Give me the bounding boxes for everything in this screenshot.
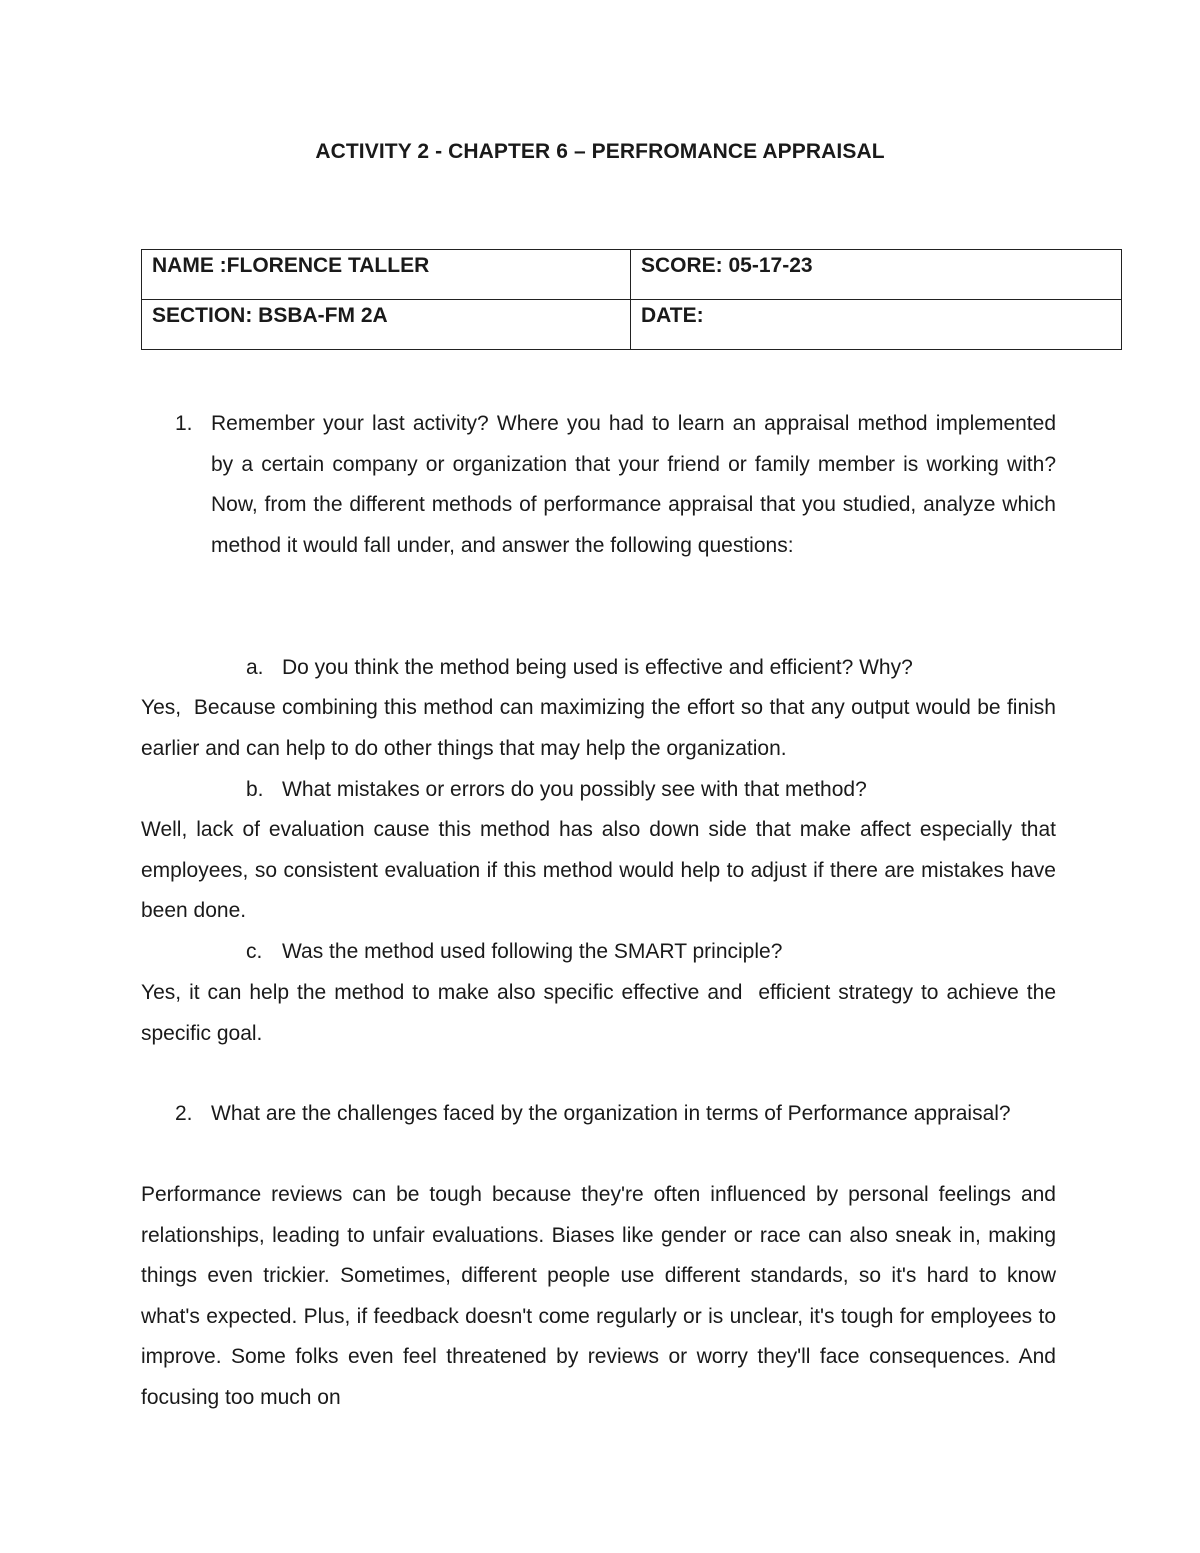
question-2-text: What are the challenges faced by the organization in terms of Performance appraisal? [211, 1102, 1011, 1125]
question-1c-label: c. [246, 940, 263, 963]
question-1c [246, 932, 782, 973]
question-1a-label: a. [246, 656, 264, 679]
question-2-number: 2. [175, 1102, 193, 1125]
page-title: ACTIVITY 2 - CHAPTER 6 – PERFROMANCE APPRAISAL [315, 140, 885, 163]
question-1-number: 1. [175, 412, 193, 435]
section-cell: SECTION: BSBA-FM 2A [142, 300, 631, 350]
student-info-table [141, 249, 1122, 350]
question-1c-text: Was the method used following the SMART principle? [282, 940, 783, 963]
question-1a-text: Do you think the method being used is effective and efficient? Why? [282, 656, 913, 679]
question-1b-text: What mistakes or errors do you possibly see with that method? [282, 778, 867, 801]
question-1b-label: b. [246, 778, 264, 801]
answer-1c: Yes, it can help the method to make also specific effective and efficient strategy to achieve the specific goal. [141, 981, 1062, 1045]
question-1a [246, 648, 913, 689]
date-cell: DATE: [631, 300, 1122, 350]
answer-2: Performance reviews can be tough because they're often influenced by personal feelings and relationships, leading to unfair evaluations. Biases like gender or race can also sneak in, making things even trickier. Sometimes, different people use different standards, so it's hard to know what's expected. Plus, if feedback doesn't come regularly or is unclear, it's tough for employees to improve. Some folks even feel threatened by reviews or worry they'll face consequences. And focusing too much on [141, 1183, 1056, 1409]
answer-1a: Yes, Because combining this method can maximizing the effort so that any output would be finish earlier and can help to do other things that may help the organization. [141, 696, 1062, 760]
question-1b [246, 770, 867, 811]
question-1-text: Remember your last activity? Where you had to learn an appraisal method implemented by a certain company or organization that your friend or family member is working with? Now, from the different methods of performance appraisal that you studied, analyze which method it would fall under, and answer the following questions: [211, 412, 1056, 557]
score-cell: SCORE: 05-17-23 [631, 250, 1122, 300]
name-cell: NAME :FLORENCE TALLER [142, 250, 631, 300]
answer-1b: Well, lack of evaluation cause this method has also down side that make affect especially that employees, so consistent evaluation if this method would help to adjust if there are mistakes have been done. [141, 818, 1056, 923]
